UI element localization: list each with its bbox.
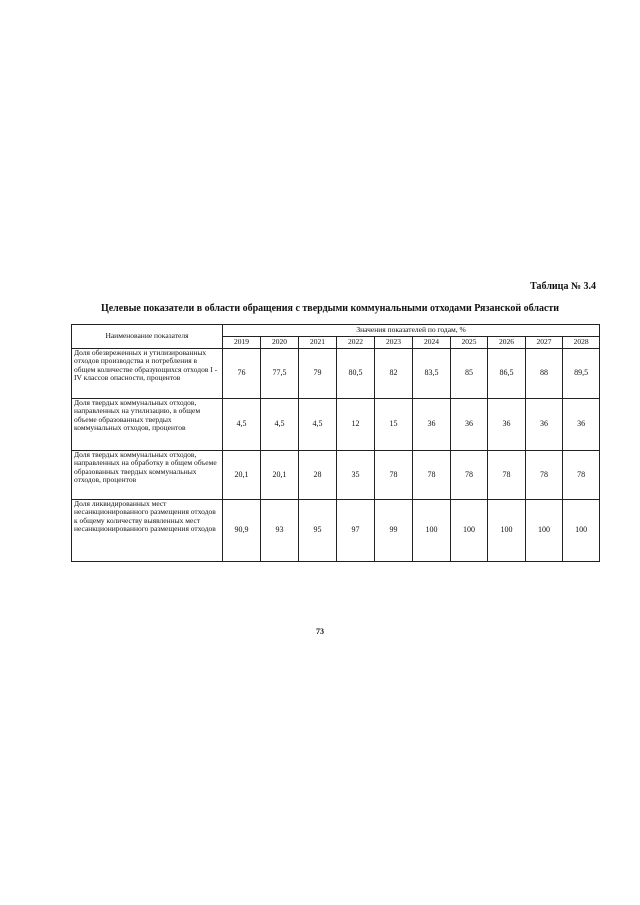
value-cell: 36	[451, 399, 488, 451]
value-cell: 100	[563, 500, 600, 562]
year-header: 2023	[375, 337, 413, 349]
value-cell: 97	[337, 500, 375, 562]
year-header: 2020	[261, 337, 299, 349]
page-number: 73	[316, 627, 324, 636]
table-number: Таблица № 3.4	[530, 281, 596, 292]
value-cell: 100	[488, 500, 526, 562]
name-column-header: Наименование показателя	[72, 325, 223, 349]
indicators-table	[71, 324, 600, 562]
value-cell: 88	[526, 349, 563, 399]
year-header: 2019	[223, 337, 261, 349]
value-cell: 100	[451, 500, 488, 562]
value-cell: 82	[375, 349, 413, 399]
value-cell: 35	[337, 451, 375, 500]
table-row	[72, 500, 600, 562]
header-row-main	[72, 325, 600, 337]
value-cell: 36	[488, 399, 526, 451]
year-header: 2027	[526, 337, 563, 349]
value-cell: 78	[451, 451, 488, 500]
year-header: 2021	[299, 337, 337, 349]
indicator-name: Доля обезвреженных и утилизированных отходов производства и потребления в общем количестве образующихся отходов I - IV классов опасности, процентов	[72, 349, 223, 399]
value-cell: 85	[451, 349, 488, 399]
value-cell: 20,1	[261, 451, 299, 500]
value-cell: 4,5	[223, 399, 261, 451]
value-cell: 86,5	[488, 349, 526, 399]
value-cell: 83,5	[413, 349, 451, 399]
value-cell: 12	[337, 399, 375, 451]
value-cell: 36	[413, 399, 451, 451]
value-cell: 100	[526, 500, 563, 562]
value-cell: 76	[223, 349, 261, 399]
indicator-name: Доля ликвидированных мест несанкционированного размещения отходов к общему количеству выявленных мест несанкционированного размещения отходов	[72, 500, 223, 562]
value-cell: 99	[375, 500, 413, 562]
table-row	[72, 399, 600, 451]
value-cell: 79	[299, 349, 337, 399]
year-header: 2024	[413, 337, 451, 349]
table-title: Целевые показатели в области обращения с твердыми коммунальными отходами Рязанской области	[100, 303, 560, 314]
value-cell: 20,1	[223, 451, 261, 500]
indicator-name: Доля твердых коммунальных отходов, направленных на обработку в общем объеме образованных твердых коммунальных отходов, процентов	[72, 451, 223, 500]
year-header: 2022	[337, 337, 375, 349]
value-cell: 4,5	[299, 399, 337, 451]
value-cell: 36	[526, 399, 563, 451]
value-cell: 93	[261, 500, 299, 562]
values-column-header: Значения показателей по годам, %	[223, 325, 600, 337]
value-cell: 95	[299, 500, 337, 562]
value-cell: 100	[413, 500, 451, 562]
value-cell: 90,9	[223, 500, 261, 562]
value-cell: 78	[526, 451, 563, 500]
year-header: 2028	[563, 337, 600, 349]
value-cell: 4,5	[261, 399, 299, 451]
value-cell: 36	[563, 399, 600, 451]
year-header: 2026	[488, 337, 526, 349]
value-cell: 78	[563, 451, 600, 500]
table-row	[72, 451, 600, 500]
value-cell: 89,5	[563, 349, 600, 399]
value-cell: 78	[488, 451, 526, 500]
value-cell: 77,5	[261, 349, 299, 399]
value-cell: 15	[375, 399, 413, 451]
value-cell: 78	[375, 451, 413, 500]
table-row	[72, 349, 600, 399]
indicator-name: Доля твердых коммунальных отходов, направленных на утилизацию, в общем объеме образованных твердых коммунальных отходов, процентов	[72, 399, 223, 451]
value-cell: 78	[413, 451, 451, 500]
value-cell: 28	[299, 451, 337, 500]
year-header: 2025	[451, 337, 488, 349]
value-cell: 80,5	[337, 349, 375, 399]
